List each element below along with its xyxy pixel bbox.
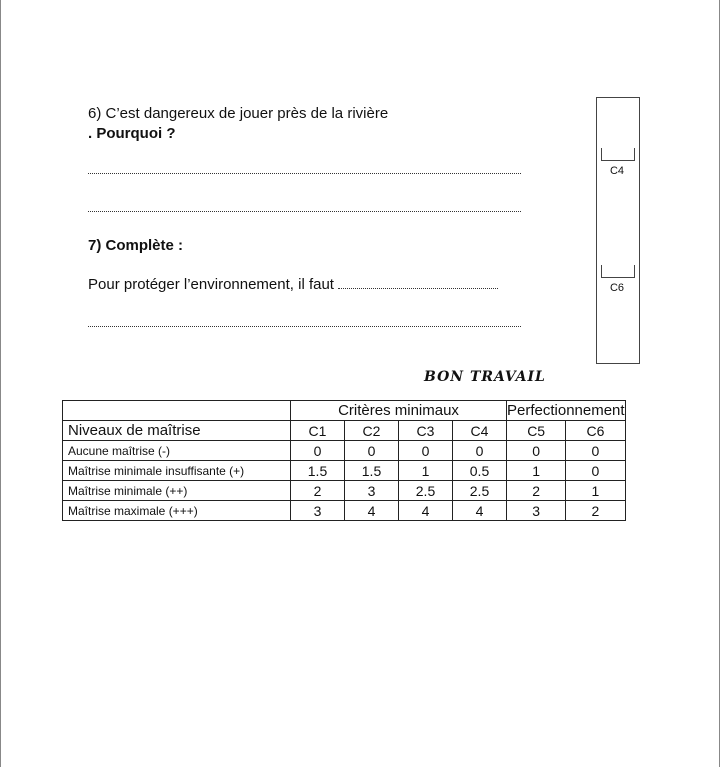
score-label-c4: C4 xyxy=(609,165,625,177)
answer-line-6a[interactable] xyxy=(88,173,521,174)
question-6-text: 6) C’est dangereux de jouer près de la rivière xyxy=(88,105,389,122)
table-cell: 2 xyxy=(291,481,345,501)
table-group-header-row xyxy=(63,401,626,421)
score-bracket-c6 xyxy=(601,265,635,278)
table-column-header-row xyxy=(63,421,626,441)
row-label: Aucune maîtrise (-) xyxy=(63,441,291,461)
group-perfectionnement: Perfectionnement xyxy=(507,402,625,419)
score-bracket-c4 xyxy=(601,148,635,161)
table-cell: 0 xyxy=(399,441,453,461)
row-label: Maîtrise minimale (++) xyxy=(63,481,291,501)
table-cell: 3 xyxy=(291,501,345,521)
table-row xyxy=(63,481,626,501)
answer-line-7-inline[interactable] xyxy=(338,276,498,289)
column-header: C6 xyxy=(566,421,625,441)
column-header: C1 xyxy=(291,421,345,441)
table-row xyxy=(63,501,626,521)
column-header: C5 xyxy=(507,421,566,441)
table-cell: 2 xyxy=(566,501,625,521)
score-box xyxy=(596,97,640,364)
column-header: C4 xyxy=(453,421,507,441)
table-cell: 1 xyxy=(566,481,625,501)
table-cell: 0 xyxy=(566,461,625,481)
table-cell: 0 xyxy=(345,441,399,461)
table-cell: 1.5 xyxy=(345,461,399,481)
column-header: C2 xyxy=(345,421,399,441)
levels-header: Niveaux de maîtrise xyxy=(63,421,291,441)
column-header: C3 xyxy=(399,421,453,441)
table-corner-cell xyxy=(63,401,291,421)
table-cell: 3 xyxy=(507,501,566,521)
table-cell: 1 xyxy=(399,461,453,481)
row-label: Maîtrise minimale insuffisante (+) xyxy=(63,461,291,481)
table-row xyxy=(63,461,626,481)
answer-line-6b[interactable] xyxy=(88,211,521,212)
table-cell: 1.5 xyxy=(291,461,345,481)
page-left-edge xyxy=(0,0,1,767)
table-cell: 3 xyxy=(345,481,399,501)
question-7-prompt-row xyxy=(88,276,498,293)
closing-message: BON TRAVAIL xyxy=(424,369,546,385)
mastery-table xyxy=(62,400,626,521)
score-label-c6: C6 xyxy=(609,282,625,294)
table-cell: 4 xyxy=(399,501,453,521)
table-cell: 4 xyxy=(453,501,507,521)
question-6 xyxy=(88,104,388,144)
row-label: Maîtrise maximale (+++) xyxy=(63,501,291,521)
table-cell: 2 xyxy=(507,481,566,501)
table-cell: 0.5 xyxy=(453,461,507,481)
table-cell: 0 xyxy=(453,441,507,461)
question-7-title: 7) Complète : xyxy=(88,237,184,254)
table-cell: 2.5 xyxy=(399,481,453,501)
answer-line-7b[interactable] xyxy=(88,326,521,327)
table-cell: 0 xyxy=(507,441,566,461)
table-cell: 0 xyxy=(291,441,345,461)
table-row xyxy=(63,441,626,461)
question-6-subtext: . Pourquoi ? xyxy=(88,125,176,142)
group-criteres-minimaux: Critères minimaux xyxy=(291,401,507,421)
question-7-prompt: Pour protéger l’environnement, il faut xyxy=(88,276,334,293)
table-cell: 4 xyxy=(345,501,399,521)
table-cell: 2.5 xyxy=(453,481,507,501)
table-cell: 1 xyxy=(507,461,566,481)
table-cell: 0 xyxy=(566,441,625,461)
